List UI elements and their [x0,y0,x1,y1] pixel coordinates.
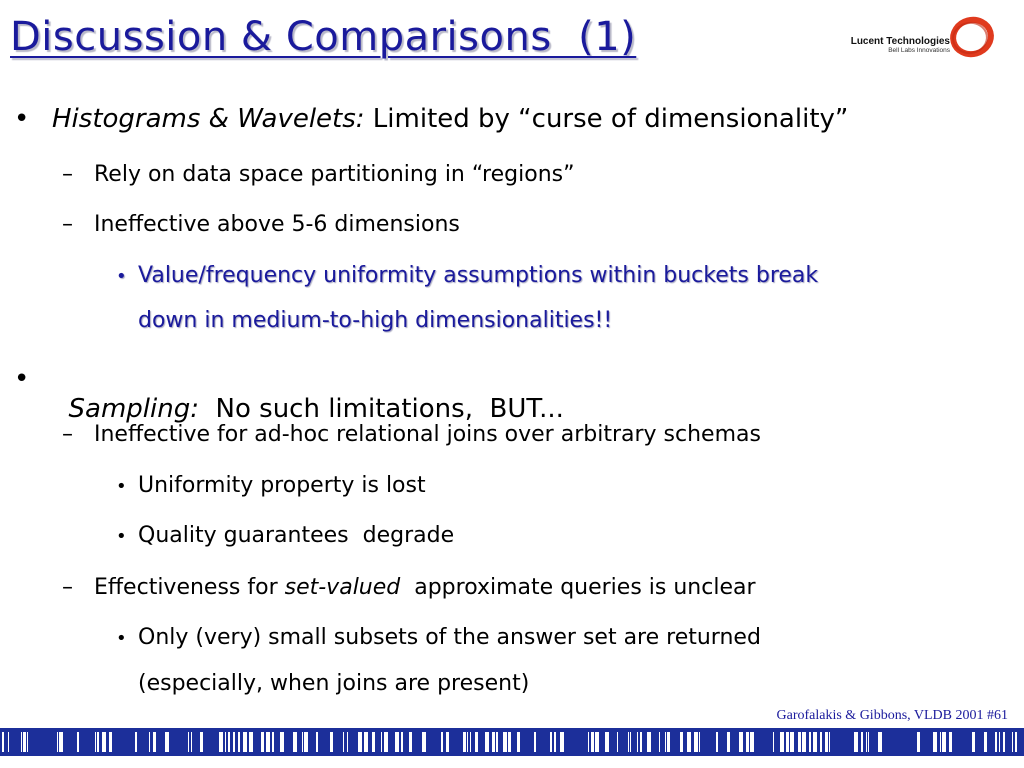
set-valued-term: set-valued [284,575,401,600]
dash-icon: – [62,212,73,237]
dot-icon: • [116,476,127,497]
histograms-label: Histograms & Wavelets: [52,104,365,134]
sub-quality-degrade: Quality guarantees degrade [138,523,455,548]
dot-icon: • [116,628,127,649]
bullet-histograms [52,104,848,134]
lucent-logo [818,14,996,60]
set-valued-pre: Effectiveness for [94,575,285,600]
dash-icon: – [62,575,73,600]
dot-icon: • [116,266,127,287]
sub-set-valued [94,575,756,600]
slide-title: Discussion & Comparisons (1) [10,14,637,60]
histograms-text: Limited by “curse of dimensionality” [364,104,849,134]
sub-small-subsets-1: Only (very) small subsets of the answer set are returned [138,625,761,650]
sub-uniformity-break-1: Value/frequency uniformity assumptions within buckets break [138,263,819,288]
sub-uniformity-break-2: down in medium-to-high dimensionalities!! [138,308,613,333]
sub-ineffective-dims: Ineffective above 5-6 dimensions [94,212,460,237]
bullet-sampling [52,364,564,424]
dash-icon: – [62,422,73,447]
sub-small-subsets-2: (especially, when joins are present) [138,671,530,696]
barcode-footer-strip [0,728,1024,756]
dash-icon: – [62,162,73,187]
sub-adhoc-joins: Ineffective for ad-hoc relational joins over arbitrary schemas [94,422,761,447]
footer-citation: Garofalakis & Gibbons, VLDB 2001 #61 [776,708,1008,723]
sub-partitioning: Rely on data space partitioning in “regions” [94,162,575,187]
logo-name: Lucent Technologies [850,36,950,47]
bullet-icon: • [14,364,30,394]
bullet-icon: • [14,104,30,134]
sampling-label: Sampling: [68,394,199,424]
sub-uniformity-lost: Uniformity property is lost [138,473,426,498]
sampling-text: No such limitations, BUT... [199,394,564,424]
lucent-ring-icon [948,14,996,60]
set-valued-post: approximate queries is unclear [400,575,756,600]
dot-icon: • [116,526,127,547]
logo-tagline: Bell Labs Innovations [888,47,950,54]
